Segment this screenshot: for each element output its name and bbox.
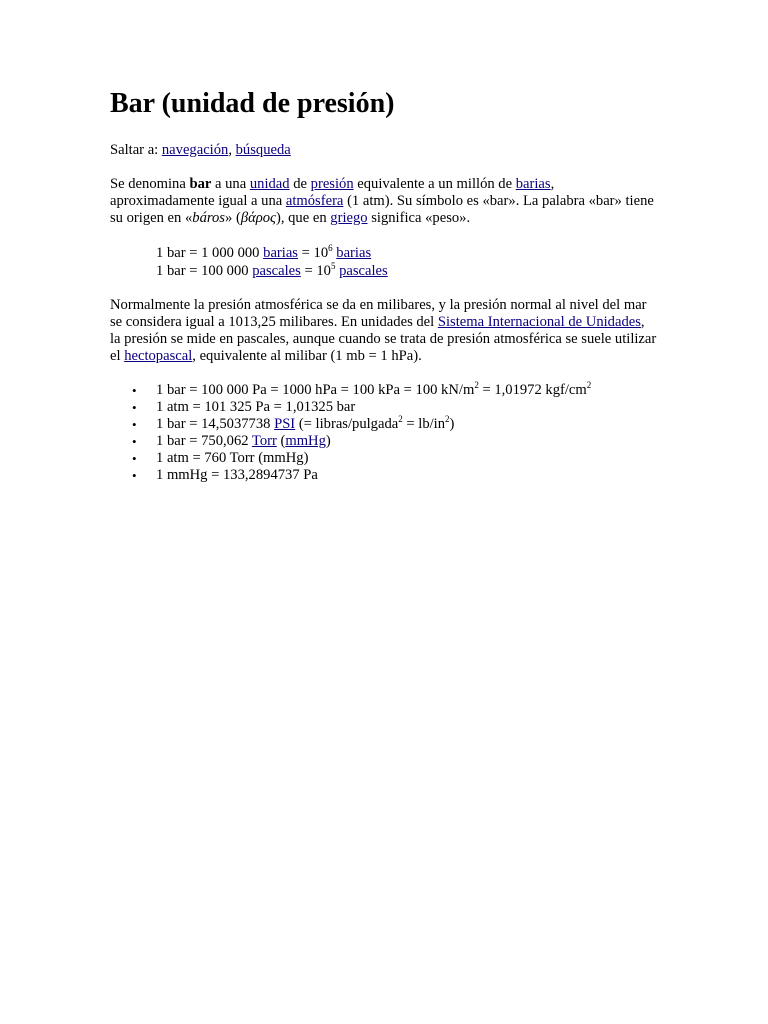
list-text: (= libras/pulgada bbox=[295, 416, 399, 432]
formula-line bbox=[156, 262, 658, 280]
intro-text: equivalente a un millón de bbox=[353, 176, 516, 192]
term-greek: βάρος bbox=[240, 210, 276, 226]
link-barias[interactable]: barias bbox=[336, 245, 372, 261]
link-hectopascal[interactable]: hectopascal bbox=[124, 348, 193, 364]
list-text: 1 atm = 101 325 Pa = 1,01325 bar bbox=[156, 399, 356, 415]
formula-text: = 10 bbox=[300, 263, 331, 279]
formula-exponent: 6 bbox=[328, 243, 333, 253]
bullet-icon: • bbox=[132, 468, 137, 483]
link-psi[interactable]: PSI bbox=[274, 416, 296, 432]
link-barias[interactable]: barias bbox=[263, 245, 298, 261]
intro-text: ), que en bbox=[275, 210, 331, 226]
search-link[interactable]: búsqueda bbox=[235, 142, 291, 158]
intro-text: Se denomina bbox=[110, 176, 190, 192]
link-griego[interactable]: griego bbox=[330, 210, 368, 226]
article-content bbox=[110, 86, 658, 484]
list-text: ( bbox=[276, 433, 286, 449]
formula-exponent: 5 bbox=[330, 261, 336, 271]
intro-text: significa «peso». bbox=[367, 210, 471, 226]
list-item bbox=[132, 450, 658, 467]
exponent: 2 bbox=[586, 380, 592, 390]
list-item bbox=[132, 399, 658, 416]
link-unidad[interactable]: unidad bbox=[249, 176, 290, 192]
link-pascales[interactable]: pascales bbox=[252, 263, 301, 279]
bullet-icon: • bbox=[132, 400, 137, 415]
list-text: = 1,01972 kgf/cm bbox=[478, 382, 587, 398]
list-item bbox=[132, 467, 658, 484]
intro-paragraph bbox=[110, 176, 658, 227]
intro-text: a una bbox=[211, 176, 250, 192]
list-text: 1 atm = 760 Torr (mmHg) bbox=[156, 450, 309, 466]
formula-line bbox=[156, 244, 658, 262]
exponent: 2 bbox=[445, 414, 450, 424]
list-text: 1 bar = 14,5037738 bbox=[156, 416, 275, 432]
bullet-icon: • bbox=[132, 383, 137, 398]
exponent: 2 bbox=[398, 414, 403, 424]
intro-text: de bbox=[289, 176, 311, 192]
link-mmhg[interactable]: mmHg bbox=[285, 433, 326, 449]
paragraph-text: , la presión se mide en pascales, aunque cuando se trata de presión atmosférica se suele utilizar el bbox=[110, 314, 657, 364]
bullet-icon: • bbox=[132, 451, 137, 466]
formula-text: 1 bar = 100 000 bbox=[156, 263, 253, 279]
link-torr[interactable]: Torr bbox=[251, 433, 277, 449]
list-text: ) bbox=[325, 433, 331, 449]
link-presion[interactable]: presión bbox=[310, 176, 354, 192]
list-text: 1 bar = 100 000 Pa = 1000 hPa = 100 kPa = 100 kN/m bbox=[156, 382, 475, 398]
link-pascales[interactable]: pascales bbox=[339, 263, 388, 279]
formula-block bbox=[156, 244, 658, 280]
list-text: ) bbox=[449, 416, 455, 432]
exponent: 2 bbox=[474, 380, 479, 390]
formula-text: = 10 bbox=[298, 245, 329, 261]
intro-text: , aproximadamente igual a una bbox=[110, 176, 555, 209]
list-text: = lb/in bbox=[402, 416, 446, 432]
conversion-list bbox=[110, 382, 658, 484]
list-item bbox=[132, 380, 658, 399]
link-barias[interactable]: barias bbox=[515, 176, 551, 192]
link-atmosfera[interactable]: atmósfera bbox=[285, 193, 344, 209]
intro-text: (1 atm). Su símbolo es «bar». La palabra «bar» tiene su origen en « bbox=[110, 193, 654, 226]
term-baros: báros bbox=[192, 210, 225, 226]
jump-links bbox=[110, 142, 658, 159]
term-bar: bar bbox=[189, 176, 212, 192]
paragraph-text: Normalmente la presión atmosférica se da en milibares, y la presión normal al nivel del mar se considera igual a 1013,25 milibares. En unidades del bbox=[110, 297, 647, 330]
formula-text: 1 bar = 1 000 000 bbox=[156, 245, 264, 261]
intro-text: » ( bbox=[225, 210, 241, 226]
link-sistema-internacional[interactable]: Sistema Internacional de Unidades bbox=[437, 314, 641, 330]
navigation-link[interactable]: navegación bbox=[161, 142, 229, 158]
list-text: 1 bar = 750,062 bbox=[156, 433, 252, 449]
paragraph-text: , equivalente al milibar (1 mb = 1 hPa). bbox=[192, 348, 422, 364]
list-text: 1 mmHg = 133,2894737 Pa bbox=[156, 467, 318, 483]
bullet-icon: • bbox=[132, 434, 137, 449]
page-title: Bar (unidad de presión) bbox=[110, 88, 395, 119]
bullet-icon: • bbox=[132, 417, 137, 432]
pressure-paragraph bbox=[110, 297, 658, 365]
list-item bbox=[132, 414, 658, 433]
list-item bbox=[132, 433, 658, 450]
jump-prefix: Saltar a: bbox=[110, 142, 162, 158]
jump-separator: , bbox=[228, 142, 236, 158]
